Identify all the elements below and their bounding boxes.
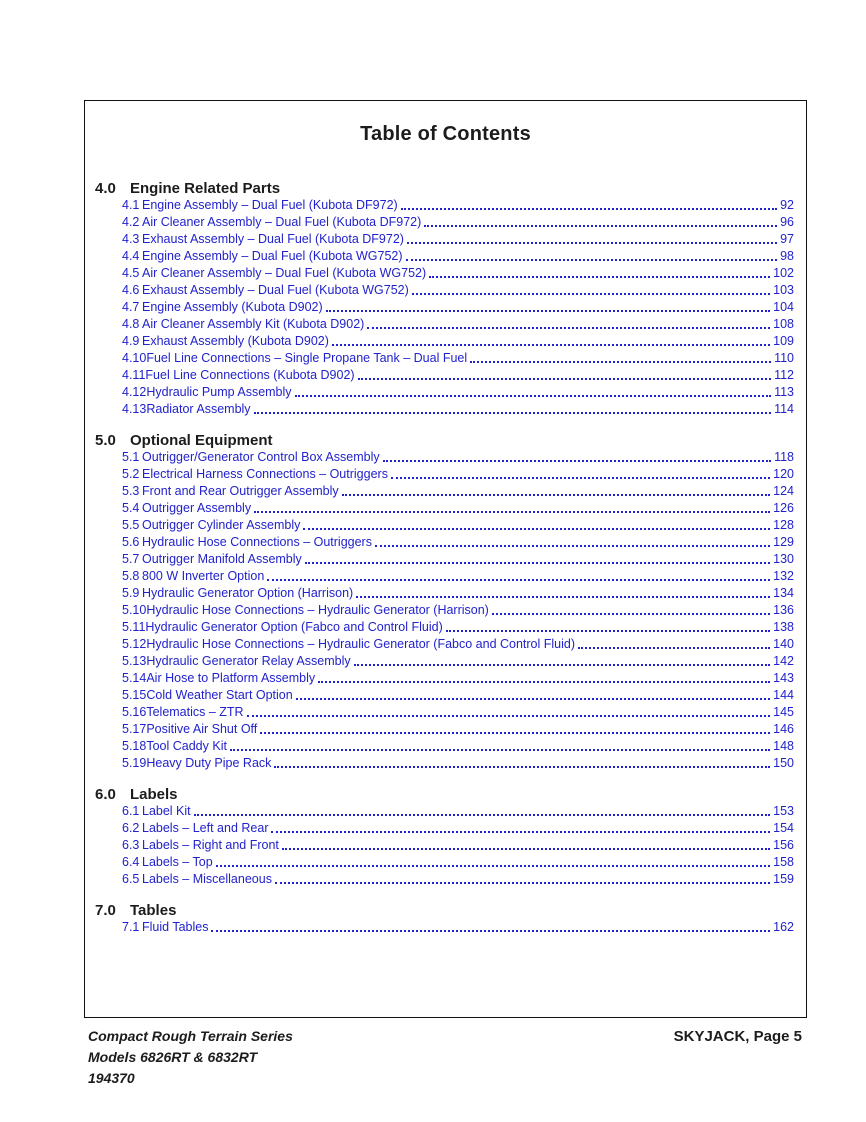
footer-models-line: Models 6826RT & 6832RT (88, 1049, 258, 1065)
entry-number: 5.19 (122, 756, 147, 770)
entry-title: 800 W Inverter Option (142, 569, 265, 583)
toc-border-box (84, 100, 807, 1018)
dot-leader (367, 327, 770, 329)
entry-title: Air Cleaner Assembly – Dual Fuel (Kubota WG752) (142, 266, 427, 280)
entry-title: Engine Assembly – Dual Fuel (Kubota DF972) (142, 198, 398, 212)
entry-number: 6.2 (122, 821, 140, 835)
entry-title: Engine Assembly (Kubota D902) (142, 300, 323, 314)
dot-leader (446, 630, 770, 632)
entry-title: Outrigger/Generator Control Box Assembly (142, 450, 380, 464)
entry-page-number: 109 (773, 334, 794, 348)
toc-entry-6.4[interactable] (122, 854, 794, 871)
dot-leader (578, 647, 770, 649)
entry-number: 5.7 (122, 552, 140, 566)
entry-page-number: 153 (773, 804, 794, 818)
section-title: Tables (130, 902, 177, 919)
dot-leader (342, 494, 771, 496)
dot-leader (375, 545, 770, 547)
section-number: 6.0 (95, 786, 116, 803)
entry-page-number: 150 (773, 756, 794, 770)
entry-title: Labels – Left and Rear (142, 821, 269, 835)
entry-page-number: 108 (773, 317, 794, 331)
entry-number: 5.17 (122, 722, 147, 736)
entry-title: Hydraulic Generator Relay Assembly (146, 654, 351, 668)
entry-number: 5.16 (122, 705, 147, 719)
entry-number: 5.13 (122, 654, 147, 668)
entry-number: 4.7 (122, 300, 140, 314)
toc-entry-5.13[interactable] (122, 653, 794, 670)
toc-entry-5.1[interactable] (122, 449, 794, 466)
entry-page-number: 146 (773, 722, 794, 736)
entry-title: Air Cleaner Assembly Kit (Kubota D902) (142, 317, 365, 331)
dot-leader (247, 715, 771, 717)
entry-page-number: 96 (780, 215, 794, 229)
entry-title: Air Cleaner Assembly – Dual Fuel (Kubota DF972) (142, 215, 422, 229)
entry-page-number: 144 (773, 688, 794, 702)
section-entries (85, 197, 806, 418)
toc-entry-5.5[interactable] (122, 517, 794, 534)
dot-leader (383, 460, 771, 462)
entry-page-number: 112 (774, 368, 794, 382)
entry-title: Exhaust Assembly – Dual Fuel (Kubota WG752) (142, 283, 409, 297)
section-number: 5.0 (95, 432, 116, 449)
dot-leader (254, 511, 770, 513)
dot-leader (267, 579, 770, 581)
entry-page-number: 140 (773, 637, 794, 651)
entry-title: Label Kit (142, 804, 191, 818)
entry-title: Fluid Tables (142, 920, 209, 934)
entry-page-number: 110 (774, 351, 794, 365)
toc-entry-4.5[interactable] (122, 265, 794, 282)
entry-number: 5.10 (122, 603, 147, 617)
entry-page-number: 145 (773, 705, 794, 719)
toc-entry-4.11[interactable] (122, 367, 794, 384)
entry-number: 6.3 (122, 838, 140, 852)
entry-title: Outrigger Manifold Assembly (142, 552, 302, 566)
toc-entry-4.9[interactable] (122, 333, 794, 350)
dot-leader (401, 208, 777, 210)
toc-entry-5.8[interactable] (122, 568, 794, 585)
dot-leader (326, 310, 770, 312)
dot-leader (356, 596, 770, 598)
entry-page-number: 143 (773, 671, 794, 685)
dot-leader (412, 293, 770, 295)
entry-number: 4.10 (122, 351, 147, 365)
entry-number: 5.4 (122, 501, 140, 515)
toc-entry-5.3[interactable] (122, 483, 794, 500)
footer-left (88, 1026, 293, 1089)
entry-title: Hydraulic Hose Connections – Hydraulic Generator (Harrison) (146, 603, 489, 617)
entry-title: Telematics – ZTR (146, 705, 244, 719)
section-heading (85, 787, 806, 802)
toc-entry-5.4[interactable] (122, 500, 794, 517)
toc-entry-6.1[interactable] (122, 803, 794, 820)
section-heading (85, 433, 806, 448)
dot-leader (230, 749, 770, 751)
toc-entry-5.19[interactable] (122, 755, 794, 772)
section-title: Labels (130, 786, 178, 803)
entry-number: 5.8 (122, 569, 140, 583)
entry-number: 4.6 (122, 283, 140, 297)
toc-entry-4.1[interactable] (122, 197, 794, 214)
entry-title: Air Hose to Platform Assembly (146, 671, 316, 685)
entry-number: 5.6 (122, 535, 140, 549)
page-title: Table of Contents (360, 123, 531, 145)
entry-number: 5.2 (122, 467, 140, 481)
entry-number: 4.13 (122, 402, 147, 416)
entry-title: Fuel Line Connections – Single Propane Tank – Dual Fuel (146, 351, 468, 365)
entry-number: 5.3 (122, 484, 140, 498)
dot-leader (275, 882, 770, 884)
toc-section-6.0 (85, 787, 806, 888)
entry-title: Hydraulic Generator Option (Fabco and Control Fluid) (145, 620, 443, 634)
entry-number: 4.11 (122, 368, 146, 382)
dot-leader (282, 848, 770, 850)
toc-entry-5.2[interactable] (122, 466, 794, 483)
entry-title: Hydraulic Hose Connections – Outriggers (142, 535, 372, 549)
entry-page-number: 126 (773, 501, 794, 515)
entry-page-number: 114 (774, 402, 794, 416)
entry-page-number: 103 (773, 283, 794, 297)
section-entries (85, 803, 806, 888)
entry-page-number: 148 (773, 739, 794, 753)
entry-page-number: 104 (773, 300, 794, 314)
entry-title: Cold Weather Start Option (146, 688, 293, 702)
entry-title: Radiator Assembly (146, 402, 251, 416)
entry-number: 5.11 (122, 620, 146, 634)
toc-entry-5.17[interactable] (122, 721, 794, 738)
dot-leader (391, 477, 770, 479)
section-entries (85, 449, 806, 772)
toc-section-7.0 (85, 903, 806, 936)
toc-entry-4.12[interactable] (122, 384, 794, 401)
toc-entry-6.5[interactable] (122, 871, 794, 888)
entry-title: Hydraulic Pump Assembly (146, 385, 292, 399)
entry-title: Front and Rear Outrigger Assembly (142, 484, 339, 498)
entry-title: Electrical Harness Connections – Outriggers (142, 467, 388, 481)
entry-title: Outrigger Cylinder Assembly (142, 518, 301, 532)
footer-page-indicator: SKYJACK, Page 5 (673, 1028, 802, 1045)
entry-number: 4.5 (122, 266, 140, 280)
toc-entry-4.13[interactable] (122, 401, 794, 418)
entry-page-number: 128 (773, 518, 794, 532)
entry-title: Positive Air Shut Off (146, 722, 258, 736)
entry-number: 6.5 (122, 872, 140, 886)
section-number: 7.0 (95, 902, 116, 919)
entry-number: 5.15 (122, 688, 147, 702)
entry-page-number: 92 (780, 198, 794, 212)
entry-title: Engine Assembly – Dual Fuel (Kubota WG752) (142, 249, 403, 263)
entry-page-number: 138 (773, 620, 794, 634)
toc-entry-5.18[interactable] (122, 738, 794, 755)
dot-leader (406, 259, 778, 261)
dot-leader (332, 344, 770, 346)
footer-series-line: Compact Rough Terrain Series (88, 1028, 293, 1044)
entry-page-number: 97 (780, 232, 794, 246)
toc-entry-4.3[interactable] (122, 231, 794, 248)
entry-number: 4.2 (122, 215, 140, 229)
dot-leader (295, 395, 772, 397)
dot-leader (407, 242, 777, 244)
footer-part-number: 194370 (88, 1070, 135, 1086)
toc-entry-5.9[interactable] (122, 585, 794, 602)
entry-number: 7.1 (122, 920, 140, 934)
toc-entry-4.10[interactable] (122, 350, 794, 367)
entry-number: 6.4 (122, 855, 140, 869)
entry-number: 5.14 (122, 671, 147, 685)
toc-entry-5.15[interactable] (122, 687, 794, 704)
toc-entry-5.6[interactable] (122, 534, 794, 551)
dot-leader (260, 732, 770, 734)
dot-leader (424, 225, 777, 227)
entry-page-number: 113 (774, 385, 794, 399)
entry-title: Labels – Miscellaneous (142, 872, 272, 886)
entry-number: 5.18 (122, 739, 147, 753)
entry-page-number: 134 (773, 586, 794, 600)
toc-entry-5.12[interactable] (122, 636, 794, 653)
entry-title: Fuel Line Connections (Kubota D902) (145, 368, 355, 382)
entry-page-number: 120 (773, 467, 794, 481)
entry-title: Exhaust Assembly – Dual Fuel (Kubota DF972) (142, 232, 404, 246)
toc-entry-4.7[interactable] (122, 299, 794, 316)
toc-sections (85, 181, 806, 936)
entry-page-number: 154 (773, 821, 794, 835)
dot-leader (354, 664, 771, 666)
dot-leader (318, 681, 770, 683)
dot-leader (305, 562, 770, 564)
entry-page-number: 159 (773, 872, 794, 886)
section-title: Optional Equipment (130, 432, 273, 449)
toc-entry-5.7[interactable] (122, 551, 794, 568)
entry-number: 5.5 (122, 518, 140, 532)
entry-page-number: 98 (780, 249, 794, 263)
dot-leader (358, 378, 772, 380)
toc-entry-6.2[interactable] (122, 820, 794, 837)
entry-title: Tool Caddy Kit (146, 739, 227, 753)
entry-number: 5.1 (122, 450, 140, 464)
entry-title: Hydraulic Hose Connections – Hydraulic Generator (Fabco and Control Fluid) (146, 637, 576, 651)
entry-number: 5.9 (122, 586, 140, 600)
toc-entry-5.11[interactable] (122, 619, 794, 636)
toc-entry-7.1[interactable] (122, 919, 794, 936)
dot-leader (470, 361, 771, 363)
entry-title: Heavy Duty Pipe Rack (146, 756, 272, 770)
entry-title: Exhaust Assembly (Kubota D902) (142, 334, 329, 348)
entry-page-number: 158 (773, 855, 794, 869)
entry-page-number: 162 (773, 920, 794, 934)
section-title: Engine Related Parts (130, 180, 281, 197)
toc-entry-4.2[interactable] (122, 214, 794, 231)
toc-entry-4.8[interactable] (122, 316, 794, 333)
section-entries (85, 919, 806, 936)
entry-number: 4.4 (122, 249, 140, 263)
entry-number: 6.1 (122, 804, 140, 818)
dot-leader (296, 698, 770, 700)
section-heading (85, 181, 806, 196)
entry-number: 4.1 (122, 198, 140, 212)
entry-page-number: 142 (773, 654, 794, 668)
dot-leader (194, 814, 770, 816)
toc-section-4.0 (85, 181, 806, 418)
toc-entry-6.3[interactable] (122, 837, 794, 854)
toc-entry-5.16[interactable] (122, 704, 794, 721)
toc-entry-5.14[interactable] (122, 670, 794, 687)
dot-leader (429, 276, 770, 278)
entry-page-number: 156 (773, 838, 794, 852)
dot-leader (303, 528, 770, 530)
dot-leader (271, 831, 770, 833)
entry-page-number: 132 (773, 569, 794, 583)
toc-section-5.0 (85, 433, 806, 772)
entry-number: 4.8 (122, 317, 140, 331)
entry-page-number: 102 (773, 266, 794, 280)
toc-entry-5.10[interactable] (122, 602, 794, 619)
entry-title: Labels – Right and Front (142, 838, 279, 852)
toc-entry-4.6[interactable] (122, 282, 794, 299)
entry-title: Hydraulic Generator Option (Harrison) (142, 586, 354, 600)
dot-leader (254, 412, 772, 414)
section-number: 4.0 (95, 180, 116, 197)
dot-leader (274, 766, 770, 768)
entry-number: 4.12 (122, 385, 147, 399)
dot-leader (211, 930, 770, 932)
entry-page-number: 130 (773, 552, 794, 566)
entry-page-number: 124 (773, 484, 794, 498)
dot-leader (216, 865, 770, 867)
entry-number: 4.9 (122, 334, 140, 348)
dot-leader (492, 613, 770, 615)
entry-page-number: 118 (774, 450, 794, 464)
section-heading (85, 903, 806, 918)
entry-page-number: 136 (773, 603, 794, 617)
toc-entry-4.4[interactable] (122, 248, 794, 265)
entry-page-number: 129 (773, 535, 794, 549)
entry-title: Outrigger Assembly (142, 501, 252, 515)
entry-number: 4.3 (122, 232, 140, 246)
entry-title: Labels – Top (142, 855, 213, 869)
entry-number: 5.12 (122, 637, 147, 651)
